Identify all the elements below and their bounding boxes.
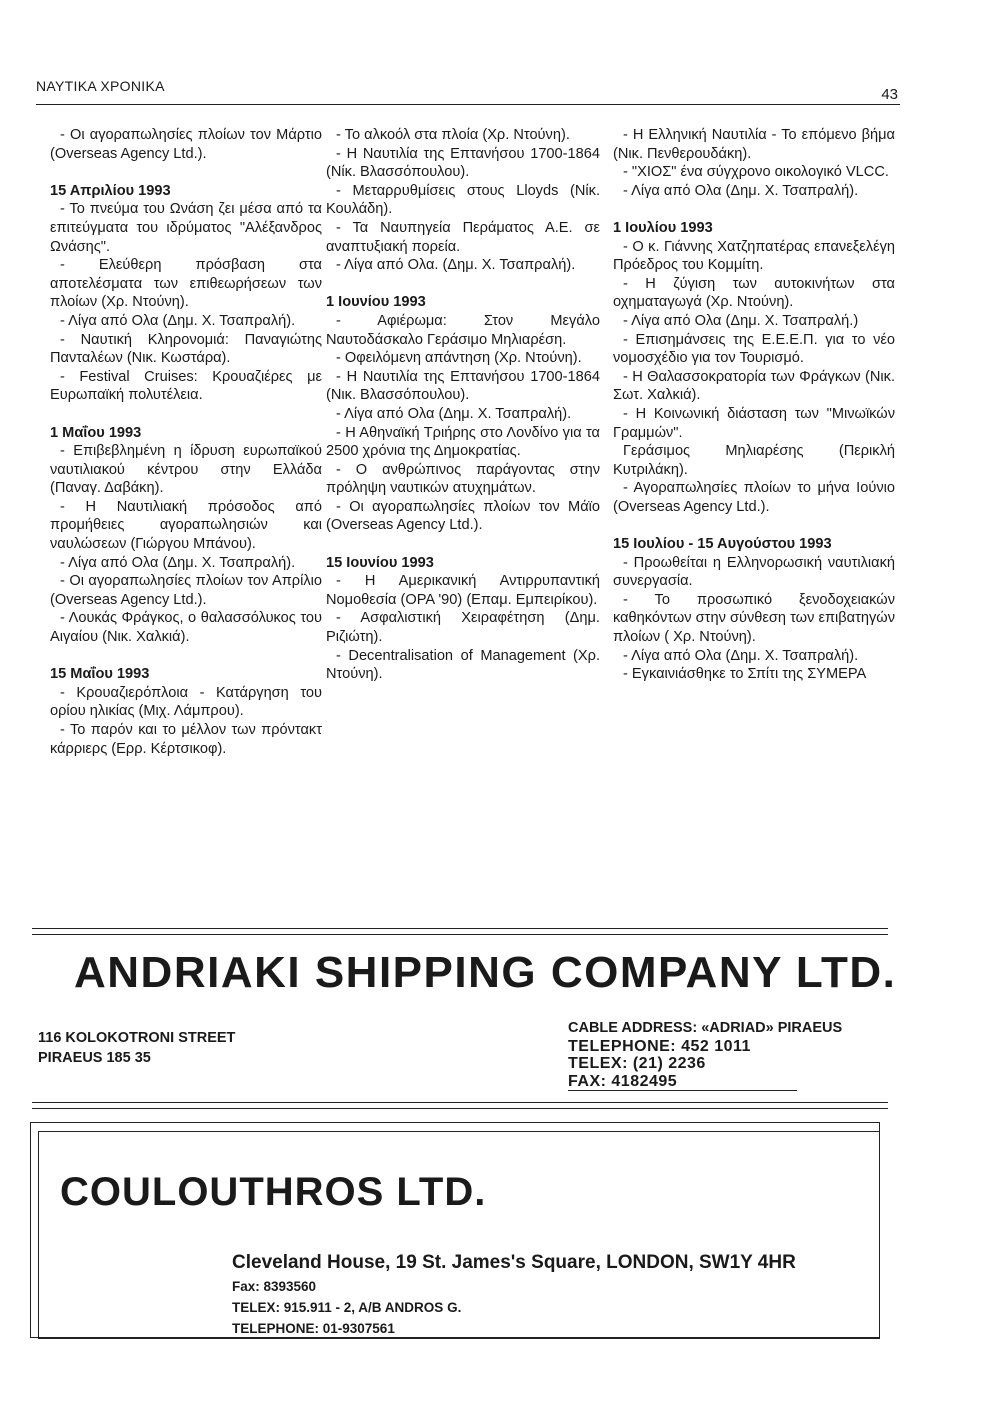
issue-date-heading: 15 Απριλίου 1993 [50,182,171,199]
article-entry: - Το παρόν και το μέλλον των πρόντακτ κάρριερς (Ερρ. Κέρτσικοφ). [50,722,322,757]
andriaki-cable: CABLE ADDRESS: «ADRIAD» PIRAEUS [568,1020,843,1036]
page-number: 43 [881,86,898,103]
header-divider [36,104,900,105]
article-entry: - Επιβεβλημένη η ίδρυση ευρωπαϊκού ναυτιλιακού κέντρου στην Ελλάδα (Παναγ. Δαβάκη). [50,443,322,497]
andriaki-company-name: ANDRIAKI SHIPPING COMPANY LTD. [74,948,897,997]
article-entry: - Επισημάνσεις της Ε.Ε.Ε.Π. για το νέο νομοσχέδιο για τον Τουρισμό. [613,331,895,367]
article-entry: - Μεταρρυθμίσεις στους Lloyds (Νίκ. Κουλάδη). [326,182,600,218]
article-entry: - Οι αγοραπωλησίες πλοίων τον Μάρτιο (Overseas Agency Ltd.). [50,127,322,162]
article-entry: - Λουκάς Φράγκος, ο θαλασσόλυκος του Αιγαίου (Νικ. Χαλκιά). [50,610,322,646]
andriaki-city: PIRAEUS 185 35 [38,1050,151,1066]
coulouthros-telephone: TELEPHONE: 01-9307561 [232,1321,395,1336]
article-entry: - Η Ελληνική Ναυτιλία - Το επόμενο βήμα (Νικ. Πενθερουδάκη). [613,127,895,162]
article-entry: - Η Αθηναϊκή Τριήρης στο Λονδίνο για τα 2500 χρόνια της Δημοκρατίας. [326,424,600,460]
article-entry: - Η Ναυτιλία της Επτανήσου 1700-1864 (Νικ. Βλασσόπουλου). [326,368,600,404]
divider-mid [32,1102,888,1103]
column-2 [326,126,600,684]
divider-top [32,928,888,929]
divider-top-2 [32,934,888,935]
article-entry: - Ο κ. Γιάννης Χατζηπατέρας επανεξελέγη Πρόεδρος του Κομμίτη. [613,238,895,274]
running-header [36,78,900,106]
article-entry: - Το πνεύμα του Ωνάση ζει μέσα από τα επιτεύγματα του ιδρύματος "Αλέξανδρος Ωνάσης". [50,201,322,255]
issue-date-heading: 15 Ιουλίου - 15 Αυγούστου 1993 [613,536,832,553]
coulouthros-company-name: COULOUTHROS LTD. [60,1170,487,1214]
article-entry: - Οφειλόμενη απάντηση (Χρ. Ντούνη). [336,350,582,367]
article-entry: - Λίγα από Ολα (Δημ. Χ. Τσαπραλή.) [623,312,859,329]
article-entry: - Κρουαζιερόπλοια - Κατάργηση του ορίου ηλικίας (Μιχ. Λάμπρου). [50,684,322,720]
section-spacer [50,647,322,666]
article-entry: - Ελεύθερη πρόσβαση στα αποτελέσματα των επιθεωρήσεων των πλοίων (Χρ. Ντούνη). [50,257,322,311]
andriaki-telex: TELEX: (21) 2236 [568,1055,706,1072]
article-entry: - Το αλκοόλ στα πλοία (Χρ. Ντούνη). [336,127,570,143]
issue-date-heading: 15 Μαΐου 1993 [50,666,150,683]
article-entry: - Ασφαλιστική Χειραφέτηση (Δημ. Ριζιώτη). [326,610,600,646]
andriaki-fax: FAX: 4182495 [568,1073,797,1092]
article-entry: - Εγκαινιάσθηκε το Σπίτι της ΣΥΜΕΡΑ [623,666,867,683]
andriaki-contacts [568,1020,842,1091]
article-entry: - Η Ναυτιλιακή πρόσοδος από προμήθειες αγοραπωλησιών και ναυλώσεων (Γιώργου Μπάνου). [50,498,322,553]
article-entry: - Η Θαλασσοκρατορία των Φράγκων (Νικ. Σωτ. Χαλκιά). [613,368,895,404]
andriaki-street: 116 KOLOKOTRONI STREET [38,1030,236,1046]
column-1 [50,126,322,758]
issue-date-heading: 1 Ιουλίου 1993 [613,219,713,236]
article-entry: - Λίγα από Ολα (Δημ. Χ. Τσαπραλή). [60,312,296,329]
article-entry: - Οι αγοραπωλησίες πλοίων τον Απρίλιο (Overseas Agency Ltd.). [50,573,322,608]
section-spacer [326,535,600,554]
article-entry: - Λίγα από Ολα (Δημ. Χ. Τσαπραλή). [60,554,296,571]
article-entry: - Το προσωπικό ξενοδοχειακών καθηκόντων στην σύνθεση των επιβατηγών πλοίων ( Χρ. Ντούνη). [613,591,895,646]
article-entry: - Προωθείται η Ελληνορωσική ναυτιλιακή συνεργασία. [613,554,895,590]
coulouthros-address: Cleveland House, 19 St. James's Square, LONDON, SW1Y 4HR [232,1252,796,1273]
section-spacer [613,516,895,535]
journal-title: ΝΑΥΤΙΚΑ ΧΡΟΝΙΚΑ [36,78,165,94]
article-entry: - Ο ανθρώπινος παράγοντας στην πρόληψη ναυτικών ατυχημάτων. [326,461,600,497]
coulouthros-fax: Fax: 8393560 [232,1279,317,1294]
article-entry: - Τα Ναυπηγεία Περάματος Α.Ε. σε αναπτυξιακή πορεία. [326,219,600,255]
article-entry: - Decentralisation of Management (Χρ. Ντούνη). [326,647,600,683]
article-entry: - Λίγα από Ολα (Δημ. Χ. Τσαπραλή). [336,405,572,422]
article-entry: - Ναυτική Κληρονομιά: Παναγιώτης Πανταλέων (Νικ. Κωστάρα). [50,331,322,367]
article-entry: - Λίγα από Ολα (Δημ. Χ. Τσαπραλή). [623,647,859,664]
article-entry: - Αφιέρωμα: Στον Μεγάλο Ναυτοδάσκαλο Γεράσιμο Μηλιαρέση. [326,312,600,348]
section-spacer [613,200,895,219]
article-entry: - "ΧΙΟΣ" ένα σύγχρονο οικολογικό VLCC. [623,164,889,181]
article-entry: - Η Ναυτιλία της Επτανήσου 1700-1864 (Νίκ. Βλασσόπουλου). [326,145,600,181]
section-spacer [50,163,322,182]
coulouthros-telex: TELEX: 915.911 - 2, A/B ANDROS G. [232,1300,462,1315]
article-entry: - Οι αγοραπωλησίες πλοίων τον Μάϊο (Overseas Agency Ltd.). [326,498,600,534]
article-entry: - Η ζύγιση των αυτοκινήτων στα οχηματαγωγά (Χρ. Ντούνη). [613,275,895,311]
coulouthros-contacts [232,1276,461,1339]
article-entry: - Festival Cruises: Κρουαζιέρες με Ευρωπαϊκή πολυτέλεια. [50,368,322,404]
article-entry: - Αγοραπωλησίες πλοίων το μήνα Ιούνιο (Overseas Agency Ltd.). [613,480,895,515]
andriaki-telephone: TELEPHONE: 452 1011 [568,1037,751,1055]
article-entry: - Λίγα από Ολα (Δημ. Χ. Τσαπραλή). [623,182,859,199]
article-entry: - Λίγα από Ολα. (Δημ. Χ. Τσαπραλή). [336,257,576,274]
article-entry: Γεράσιμος Μηλιαρέσης (Περικλή Κυτριλάκη). [613,443,895,478]
column-3 [613,126,895,684]
section-spacer [50,405,322,424]
divider-mid-2 [32,1108,888,1109]
issue-date-heading: 1 Ιουνίου 1993 [326,294,426,311]
issue-date-heading: 15 Ιουνίου 1993 [326,554,434,571]
article-entry: - Η Κοινωνική διάσταση των "Μινωϊκών Γραμμών". [613,405,895,441]
article-entry: - Η Αμερικανική Αντιρρυπαντική Νομοθεσία (ΟΡΑ '90) (Επαμ. Εμπειρίκου). [326,573,600,608]
issue-date-heading: 1 Μαΐου 1993 [50,424,142,441]
section-spacer [326,275,600,294]
andriaki-address [38,1028,235,1068]
